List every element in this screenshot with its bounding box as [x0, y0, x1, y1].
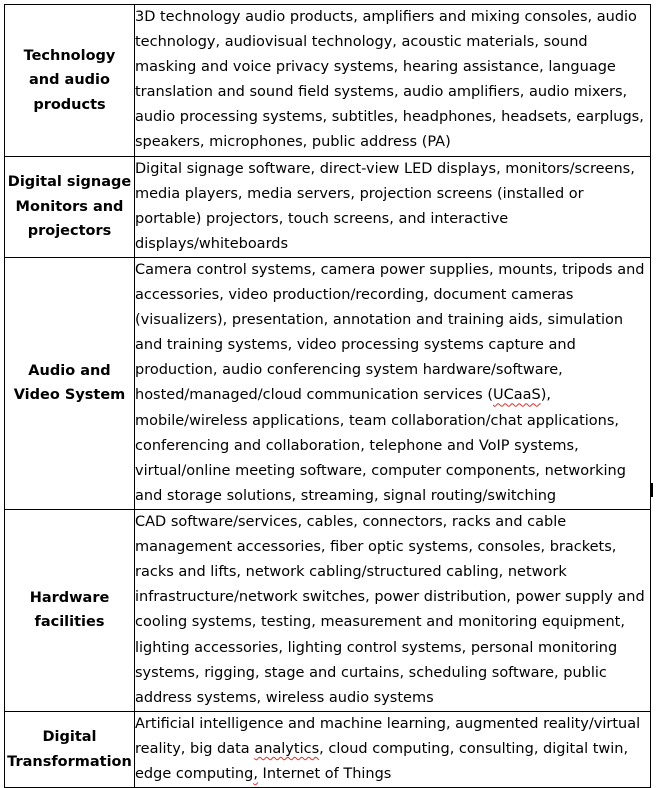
description-text: Digital signage software, direct-view LED displays, monitors/screens, media players, media servers, projection screens (installed or portable) projectors, touch screens, and interactive displays/whiteboards — [135, 160, 635, 252]
category-line: Transformation — [7, 753, 132, 770]
category-line: Technology — [23, 47, 116, 64]
category-cell — [5, 257, 135, 509]
category-cell — [5, 711, 135, 787]
category-line: Video System — [13, 387, 126, 404]
category-line: facilities — [34, 614, 105, 631]
description-text: CAD software/services, cables, connectors, racks and cable management accessories, fiber optic systems, consoles, brackets, racks and lifts, network cabling/structured cabling, network infrastructure/network switches, power distribution, power supply and cooling systems, testing, measurement and monitoring equipment, lighting accessories, lighting control systems, personal monitoring systems, rigging, stage and curtains, scheduling software, public address systems, wireless audio systems — [135, 514, 645, 706]
category-line: Monitors and — [15, 198, 124, 215]
table-row — [5, 711, 651, 787]
category-line: products — [33, 96, 106, 113]
category-cell — [5, 509, 135, 711]
description-cell — [135, 5, 651, 157]
category-line: Digital — [42, 729, 97, 746]
category-line: and audio — [29, 72, 110, 89]
description-text: Artificial intelligence and machine learning, augmented reality/virtual reality, big data — [135, 715, 641, 758]
description-cell — [135, 509, 651, 711]
table-row — [5, 257, 651, 509]
description-text: 3D technology audio products, amplifiers and mixing consoles, audio technology, audiovisual technology, acoustic materials, sound masking and voice privacy systems, hearing assistance, language translation and sound field systems, audio amplifiers, audio mixers, audio processing systems, subtitles, headphones, headsets, earplugs, speakers, microphones, public address (PA) — [135, 9, 644, 151]
category-line: projectors — [27, 223, 112, 239]
category-cell — [5, 156, 135, 257]
description-cell — [135, 156, 651, 257]
spellcheck-flagged-word: UCaaS — [493, 387, 541, 404]
description-text: , cloud computing, consulting, digital twin, edge computing — [135, 741, 629, 783]
description-text: Camera control systems, camera power supplies, mounts, tripods and accessories, video production/recording, document cameras (visualizers), presentation, annotation and training aids, simulation and training systems, video processing systems capture and production, audio conferencing system hardware/software, hosted/managed/cloud communication services ( — [135, 261, 645, 404]
description-cell — [135, 257, 651, 509]
category-cell — [5, 5, 135, 157]
table-row — [5, 5, 651, 157]
spellcheck-flagged-word: analytics — [254, 741, 320, 758]
table-row — [5, 509, 651, 711]
description-text: Internet of Things — [257, 766, 392, 783]
spellcheck-flagged-punctuation: , — [253, 766, 258, 783]
product-category-table — [4, 4, 651, 788]
description-text: ), mobile/wireless applications, team collaboration/chat applications, conferencing and collaboration, telephone and VoIP systems, virtual/online meeting software, computer components, networking and storage solutions, streaming, signal routing/switching — [135, 387, 626, 504]
category-line: Audio and — [28, 362, 111, 379]
text-cursor-mark — [651, 483, 653, 497]
description-cell — [135, 711, 651, 787]
table-row — [5, 156, 651, 257]
category-line: Hardware — [29, 589, 110, 606]
category-line: Digital signage — [7, 174, 132, 190]
